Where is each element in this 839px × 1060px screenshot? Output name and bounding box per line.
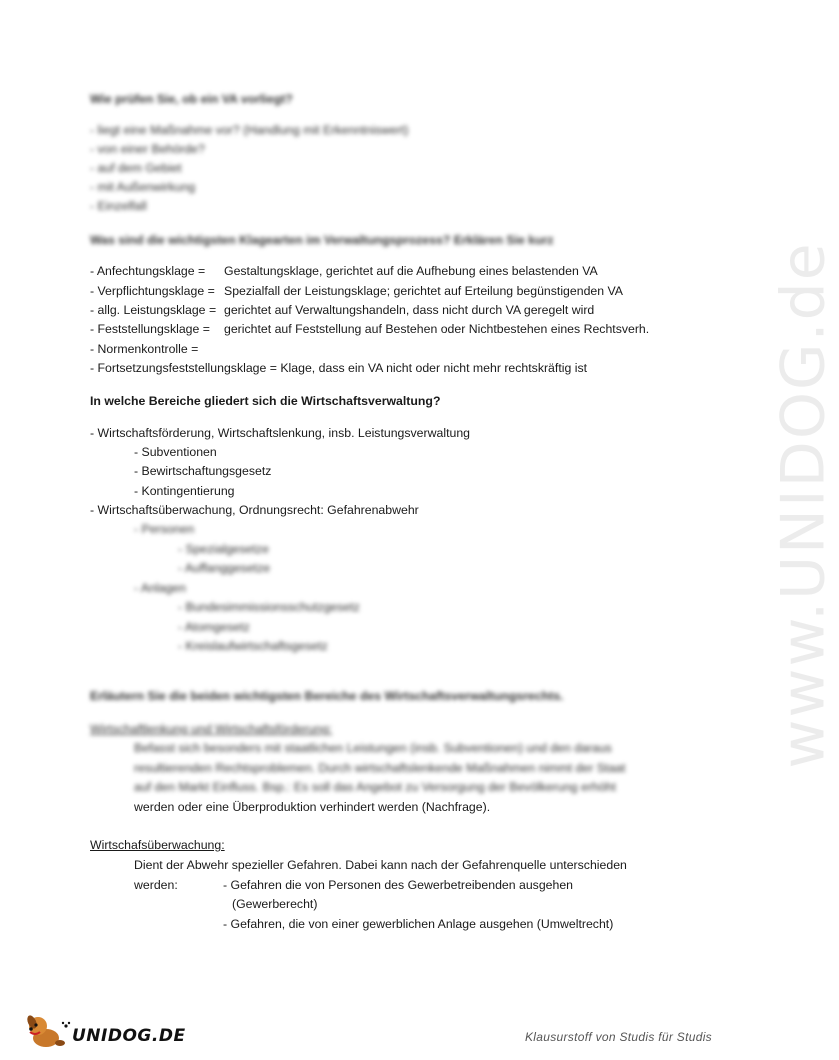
q2-label: - allg. Leistungsklage = bbox=[90, 303, 217, 317]
q2-label: - Verpflichtungsklage = bbox=[90, 284, 215, 298]
q3-anlagen: - Anlagen bbox=[134, 581, 186, 595]
watermark: www.UNIDOG.de bbox=[768, 241, 839, 769]
q3-anlagen-sub: - Kreislaufwirtschaftsgesetz bbox=[178, 639, 328, 653]
q4-p2-line1: Dient der Abwehr spezieller Gefahren. Dabei kann nach der Gefahrenquelle unterschieden bbox=[134, 858, 627, 872]
q2-desc: gerichtet auf Verwaltungshandeln, dass nicht durch VA geregelt wird bbox=[224, 303, 595, 317]
q3-title: In welche Bereiche gliedert sich die Wirtschaftsverwaltung? bbox=[90, 394, 441, 408]
q2-last: - Fortsetzungsfeststellungsklage = Klage, dass ein VA nicht oder nicht mehr rechtskräftig ist bbox=[90, 361, 588, 375]
q4-title: Erläutern Sie die beiden wichtigsten Bereiche des Wirtschaftsverwaltungsrechts. bbox=[90, 689, 564, 703]
q1-item: - von einer Behörde? bbox=[90, 142, 205, 156]
q2-desc: Spezialfall der Leistungsklage; gerichtet auf Erteilung begünstigenden VA bbox=[224, 284, 624, 298]
q4-p2-item: - Gefahren, die von einer gewerblichen Anlage ausgehen (Umweltrecht) bbox=[223, 917, 614, 931]
footer-tagline: Klausurstoff von Studis für Studis bbox=[525, 1030, 712, 1044]
q3-anlagen-sub: - Atomgesetz bbox=[178, 620, 250, 634]
dog-icon bbox=[22, 1010, 72, 1052]
q2-desc: Gestaltungsklage, gerichtet auf die Aufhebung eines belastenden VA bbox=[224, 264, 598, 278]
q3-personen: - Personen bbox=[134, 522, 195, 536]
q4-p2-werden: werden: bbox=[134, 878, 178, 892]
q2-label: - Feststellungsklage = bbox=[90, 322, 210, 336]
q4-h2: Wirtschafsüberwachung: bbox=[90, 838, 225, 852]
q3-a1-sub: - Subventionen bbox=[134, 445, 217, 459]
q4-p2-item: - Gefahren die von Personen des Gewerbetreibenden ausgehen bbox=[223, 878, 574, 892]
q3-anlagen-sub: - Bundesimmissionsschutzgesetz bbox=[178, 600, 360, 614]
q4-h1: Wirtschaftlenkung und Wirtschaftsförderung: bbox=[90, 722, 332, 736]
q4-p2-item: (Gewerberecht) bbox=[232, 897, 318, 911]
q1-title: Wie prüfen Sie, ob ein VA vorliegt? bbox=[90, 92, 293, 106]
q2-title: Was sind die wichtigsten Klagearten im Verwaltungsprozess? Erklären Sie kurz bbox=[90, 233, 554, 247]
q4-p1-line: auf den Markt Einfluss. Bsp.: Es soll das Angebot zu Versorgung der Bevölkerung erhöht bbox=[134, 780, 616, 794]
q3-a1-sub: - Bewirtschaftungsgesetz bbox=[134, 464, 272, 478]
q3-personen-sub: - Auffanggesetze bbox=[178, 561, 271, 575]
q2-label: - Anfechtungsklage = bbox=[90, 264, 206, 278]
q3-personen-sub: - Spezialgesetze bbox=[178, 542, 269, 556]
q1-item: - mit Außenwirkung bbox=[90, 180, 196, 194]
q3-a1-sub: - Kontingentierung bbox=[134, 484, 235, 498]
q1-item: - Einzelfall bbox=[90, 199, 147, 213]
q1-item: - liegt eine Maßnahme vor? (Handlung mit Erkenntniswert) bbox=[90, 123, 409, 137]
q4-p1-last: werden oder eine Überproduktion verhindert werden (Nachfrage). bbox=[134, 800, 491, 814]
q3-a1: - Wirtschaftsförderung, Wirtschaftslenkung, insb. Leistungsverwaltung bbox=[90, 426, 471, 440]
q1-item: - auf dem Gebiet bbox=[90, 161, 182, 175]
q4-p1-line: resultierenden Rechtsproblemen. Durch wirtschaftslenkende Maßnahmen nimmt der Staat bbox=[134, 761, 626, 775]
q3-a2: - Wirtschaftsüberwachung, Ordnungsrecht: Gefahrenabwehr bbox=[90, 503, 419, 517]
q2-label: - Normenkontrolle = bbox=[90, 342, 199, 356]
q2-desc: gerichtet auf Feststellung auf Bestehen oder Nichtbestehen eines Rechtsverh. bbox=[224, 322, 650, 336]
logo-text: UNIDOG.DE bbox=[72, 1026, 186, 1046]
q4-p1-line: Befasst sich besonders mit staatlichen Leistungen (insb. Subventionen) und den daraus bbox=[134, 741, 612, 755]
unidog-logo bbox=[22, 1010, 186, 1052]
